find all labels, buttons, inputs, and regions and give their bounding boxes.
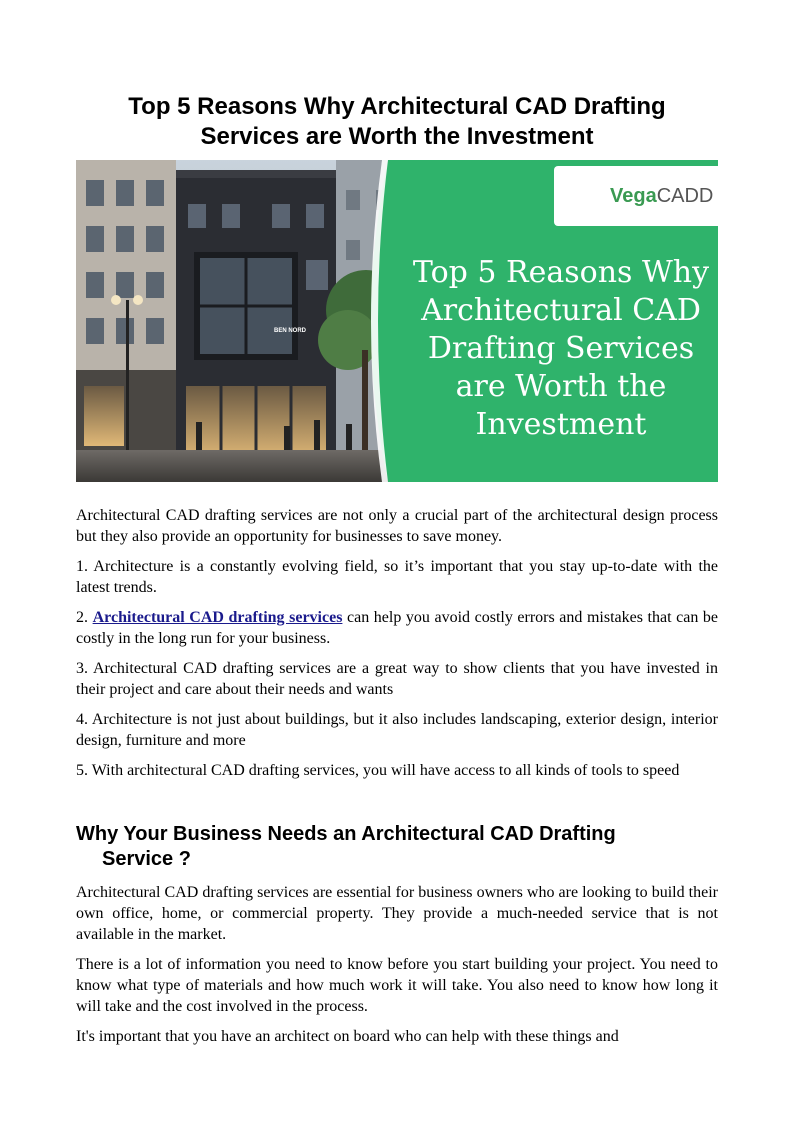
reason-3: 3. Architectural CAD drafting services are a great way to show clients that you have invested in their project and care about their needs and wants — [76, 660, 718, 698]
intro-paragraph: Architectural CAD drafting services are not only a crucial part of the architectural design process but they also provide an opportunity for businesses to save money. — [76, 507, 718, 545]
architectural-cad-drafting-link[interactable]: Architectural CAD drafting services — [92, 609, 343, 626]
reason-4: 4. Architecture is not just about buildings, but it also includes landscaping, exterior design, interior design, furniture and more — [76, 711, 718, 749]
intro-section — [76, 505, 718, 790]
section-paragraph-3: It's important that you have an architect on board who can help with these things and — [76, 1028, 619, 1045]
banner-heading-line: Architectural CAD — [421, 293, 701, 328]
title-line-2: Services are Worth the Investment — [200, 123, 594, 150]
section-heading-line-2: Service ? — [102, 848, 191, 870]
reason-2 — [76, 607, 718, 649]
why-business-section — [76, 882, 718, 1056]
hero-banner-image — [76, 160, 718, 482]
reason-5: 5. With architectural CAD drafting services, you will have access to all kinds of tools to speed — [76, 762, 680, 779]
title-line-1: Top 5 Reasons Why Architectural CAD Drafting — [128, 93, 666, 120]
banner-heading-line: Drafting Services — [427, 331, 695, 366]
banner-heading-line: Top 5 Reasons Why — [412, 255, 710, 290]
reason-2-prefix: 2. — [76, 609, 93, 626]
banner-heading-line: are Worth the — [455, 369, 667, 404]
logo-brand-vega: Vega — [610, 185, 657, 207]
vegacadd-logo — [554, 166, 718, 226]
banner-heading-line: Investment — [475, 407, 647, 442]
banner-heading — [408, 254, 714, 444]
section-paragraph-2: There is a lot of information you need to know before you start building your project. You need to know what type of materials and how much work it will take. You also need to know how long it will take and the cost involved in the process. — [76, 956, 718, 1015]
section-heading-line-1: Why Your Business Needs an Architectural CAD Drafting — [76, 823, 616, 845]
section-paragraph-1: Architectural CAD drafting services are essential for business owners who are looking to build their own office, home, or commercial property. They provide a much-needed service that is not available in the market. — [76, 884, 718, 943]
section-heading — [76, 822, 718, 872]
building-sign-text: BEN NORD — [274, 328, 307, 334]
reason-2-suffix: can help you avoid costly errors and mistakes that can be costly in the long run for your business. — [76, 609, 719, 647]
logo-brand-cadd: CADD — [656, 185, 714, 207]
document-title — [76, 92, 718, 152]
reason-1: 1. Architecture is a constantly evolving field, so it’s important that you stay up-to-date with the latest trends. — [76, 558, 718, 596]
